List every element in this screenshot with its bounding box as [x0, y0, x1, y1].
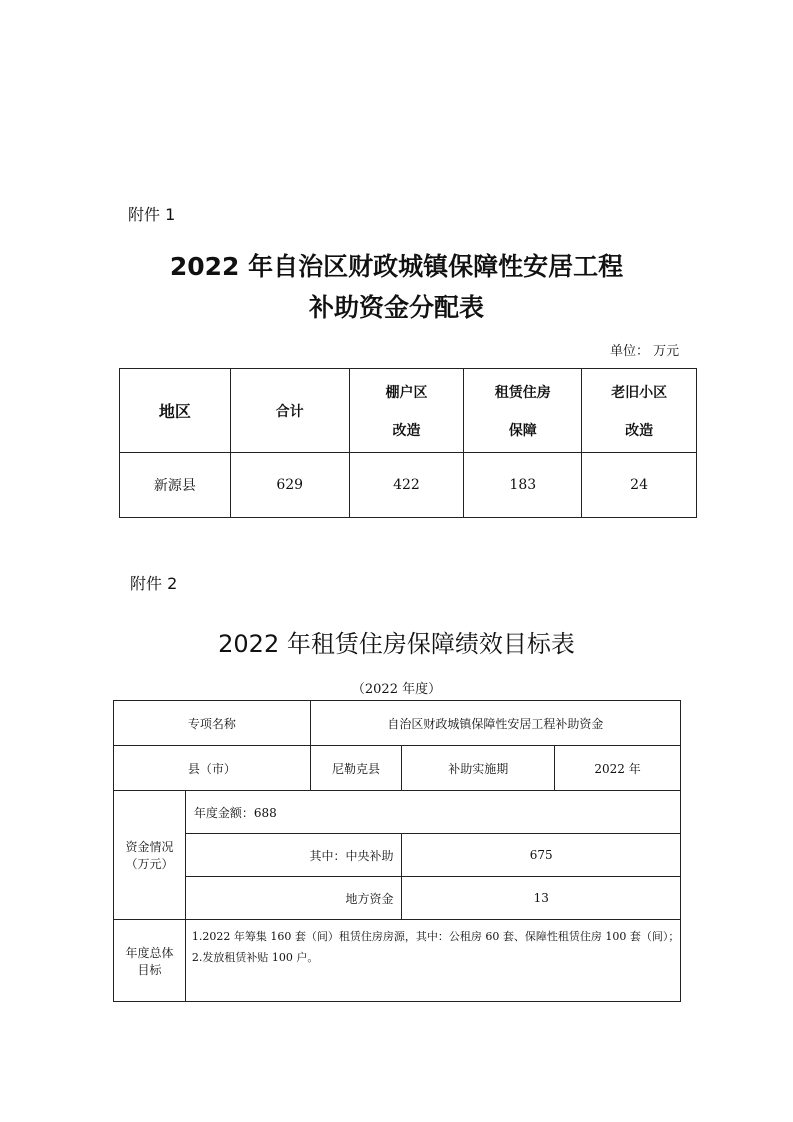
period-label: 补助实施期	[402, 746, 555, 791]
annual-goal-text: 1.2022 年筹集 160 套（间）租赁住房房源，其中：公租房 60 套、保障性租赁住房 100 套（间）； 2.发放租赁补贴 100 户。	[185, 920, 680, 1002]
county-value: 尼勒克县	[310, 746, 402, 791]
attachment-1-label: 附件 1	[128, 205, 176, 224]
county-label: 县（市）	[114, 746, 311, 791]
cell-rental: 183	[464, 453, 582, 518]
period-value: 2022 年	[555, 746, 681, 791]
local-funds-value: 13	[402, 877, 681, 920]
local-funds-label: 地方资金	[185, 877, 402, 920]
funds-label: 资金情况 （万元）	[114, 791, 186, 920]
cell-region: 新源县	[120, 453, 231, 518]
header-shantytown: 棚户区 改造	[349, 369, 464, 453]
cell-total: 629	[230, 453, 349, 518]
project-name-value: 自治区财政城镇保障性安居工程补助资金	[310, 701, 680, 746]
central-funds-label: 其中：中央补助	[185, 834, 402, 877]
header-total: 合计	[230, 369, 349, 453]
central-funds-value: 675	[402, 834, 681, 877]
allocation-table	[119, 368, 697, 518]
table-header-row	[120, 369, 697, 453]
cell-shantytown: 422	[349, 453, 464, 518]
annual-amount: 年度金额：688	[185, 791, 680, 834]
attachment-1-title-line1: 2022 年自治区财政城镇保障性安居工程	[169, 252, 624, 281]
performance-target-table	[113, 700, 681, 1002]
table-row	[114, 791, 681, 834]
annual-goal-label: 年度总体 目标	[114, 920, 186, 1002]
table-row	[114, 701, 681, 746]
attachment-2-label: 附件 2	[130, 574, 178, 593]
unit-label: 单位： 万元	[610, 344, 680, 359]
header-rental: 租赁住房 保障	[464, 369, 582, 453]
attachment-2-subtitle: （2022 年度）	[351, 682, 442, 697]
cell-oldcommunity: 24	[582, 453, 697, 518]
project-name-label: 专项名称	[114, 701, 311, 746]
attachment-2-title: 2022 年租赁住房保障绩效目标表	[218, 630, 575, 658]
table-row	[114, 877, 681, 920]
table-row	[114, 920, 681, 1002]
table-row	[120, 453, 697, 518]
header-oldcommunity: 老旧小区 改造	[582, 369, 697, 453]
table-row	[114, 746, 681, 791]
table-row	[114, 834, 681, 877]
header-region: 地区	[120, 369, 231, 453]
attachment-1-title-line2: 补助资金分配表	[308, 293, 484, 322]
